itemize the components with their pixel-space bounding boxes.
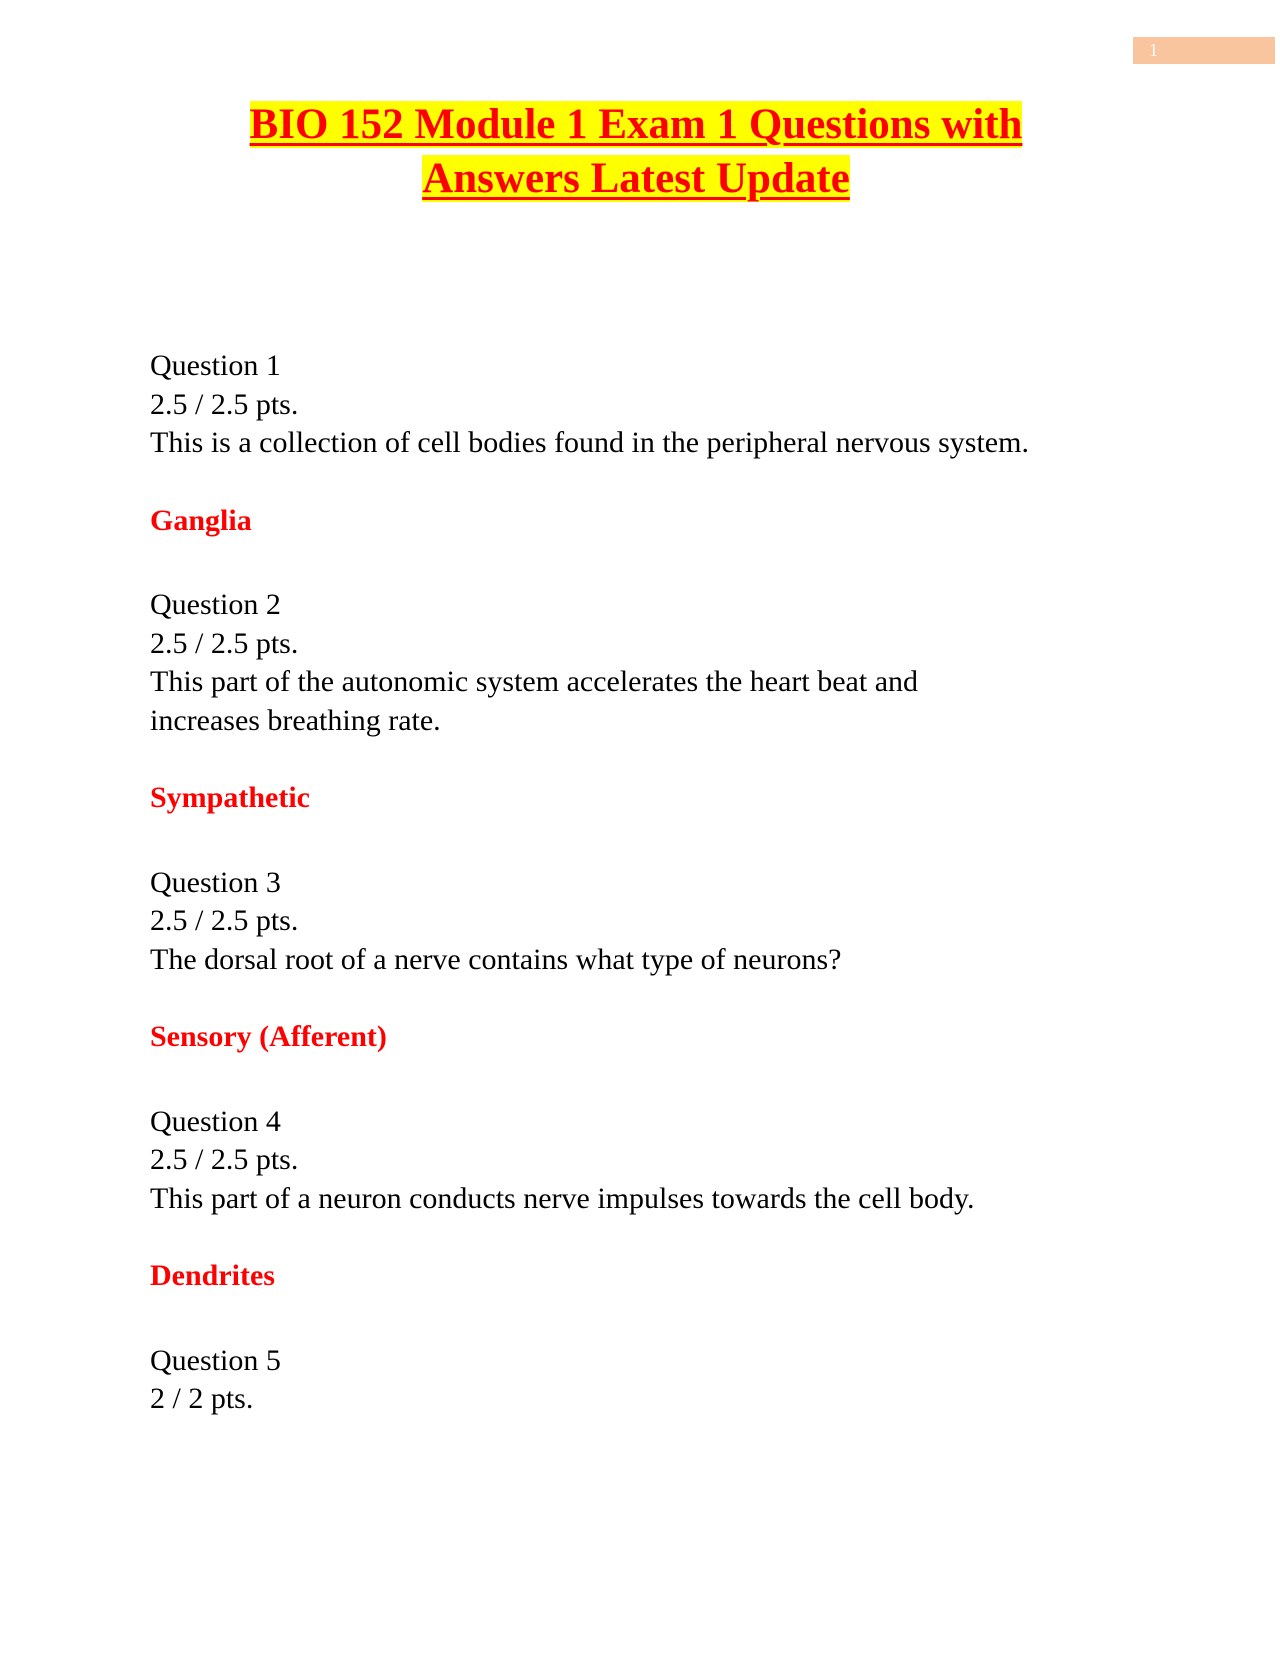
question-answer: Dendrites [150,1259,275,1292]
question-points: 2.5 / 2.5 pts. [150,1143,299,1176]
question-points: 2.5 / 2.5 pts. [150,626,299,660]
question-points: 2.5 / 2.5 pts. [150,387,299,421]
question-text: The dorsal root of a nerve contains what type of neurons? [150,942,842,976]
question-answer: Sympathetic [150,781,310,814]
question-block-1 [150,347,1150,540]
question-text: This part of a neuron conducts nerve impulses towards the cell body. [150,1181,975,1215]
question-label: Question 4 [150,1104,281,1138]
question-label: Question 5 [150,1343,281,1377]
page-number: 1 [1149,40,1158,60]
page-number-badge [1133,37,1275,64]
question-label: Question 3 [150,865,281,899]
title-line-2: Answers Latest Update [422,155,850,202]
question-block-2 [150,586,1150,818]
question-points: 2.5 / 2.5 pts. [150,904,299,937]
question-block-5 [150,1342,1150,1419]
document-title [0,98,1272,206]
question-block-4 [150,1103,1150,1296]
question-label: Question 1 [150,349,281,382]
question-block-3 [150,864,1150,1057]
question-points: 2 / 2 pts. [150,1382,254,1415]
question-answer: Ganglia [150,503,252,537]
title-line-1: BIO 152 Module 1 Exam 1 Questions with [249,101,1023,148]
question-text: This is a collection of cell bodies found in the peripheral nervous system. [150,426,1029,459]
question-list [150,347,1150,1454]
question-label: Question 2 [150,588,281,621]
question-answer: Sensory (Afferent) [150,1020,387,1053]
question-text: This part of the autonomic system accelerates the heart beat and increases breathing rate. [150,665,919,737]
